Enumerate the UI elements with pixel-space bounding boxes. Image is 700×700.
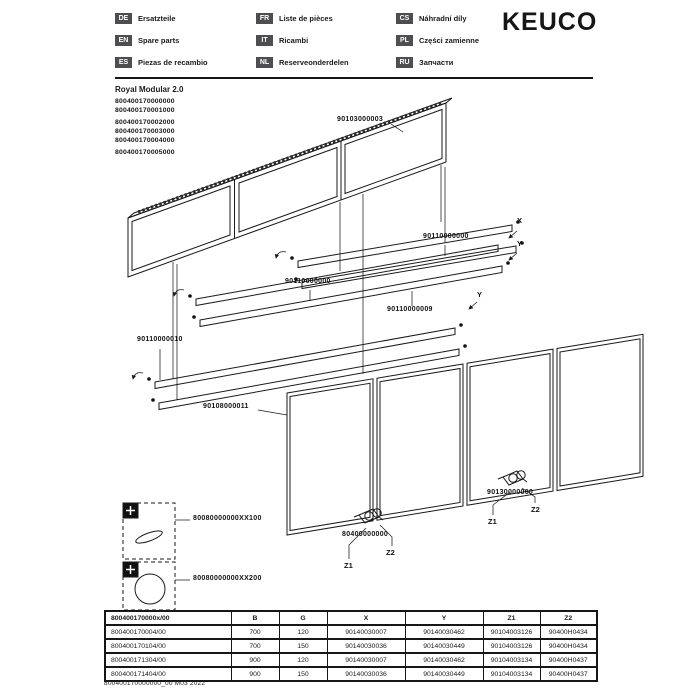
cell-x: 90140030036 xyxy=(327,667,405,681)
cell-b: 700 xyxy=(231,639,279,653)
cell-x: 90140030007 xyxy=(327,625,405,639)
col-header-g: G xyxy=(279,611,327,625)
lang-badge-cs: CS xyxy=(396,13,413,24)
cell-model: 800400170004/00 xyxy=(105,625,231,639)
cell-y: 90140030462 xyxy=(405,625,483,639)
callout-z1: Z1 xyxy=(488,517,497,526)
cell-b: 900 xyxy=(231,653,279,667)
callout-z1: Z1 xyxy=(344,561,353,570)
keuco-logo: KEUCO xyxy=(502,8,598,36)
col-header-z1: Z1 xyxy=(483,611,540,625)
callout-z2: Z2 xyxy=(531,505,540,514)
col-header-z2: Z2 xyxy=(540,611,597,625)
col-header-y: Y xyxy=(405,611,483,625)
lang-label-fr: Liste de pièces xyxy=(279,13,333,23)
part-label-mirror-door: 90108000011 xyxy=(203,403,249,410)
cell-x: 90140030036 xyxy=(327,639,405,653)
lang-label-de: Ersatzteile xyxy=(138,13,176,23)
part-label-profile-left: 90110000010 xyxy=(137,336,183,343)
parts-table xyxy=(104,610,598,682)
table-row xyxy=(105,625,597,639)
lang-badge-de: DE xyxy=(115,13,132,24)
cell-z1: 90104003134 xyxy=(483,653,540,667)
model-number: 800400170005000 xyxy=(115,149,175,156)
cell-b: 900 xyxy=(231,667,279,681)
lang-label-it: Ricambi xyxy=(279,35,309,45)
col-header-x: X xyxy=(327,611,405,625)
cell-g: 150 xyxy=(279,667,327,681)
cell-z2: 90400H0434 xyxy=(540,639,597,653)
table-header-row xyxy=(105,611,597,625)
cell-model: 800400170104/00 xyxy=(105,639,231,653)
cell-g: 150 xyxy=(279,639,327,653)
model-number: 800400170003000 xyxy=(115,128,175,135)
part-label-profile-mid: 90110000000 xyxy=(285,278,331,285)
cell-y: 90140030449 xyxy=(405,667,483,681)
cell-g: 120 xyxy=(279,625,327,639)
callout-y: Y xyxy=(477,290,483,299)
part-label-hinge-left: 80400000000 xyxy=(342,531,389,538)
model-number: 800400170002000 xyxy=(115,119,175,126)
model-number: 800400170000000 xyxy=(115,98,175,105)
cell-z1: 90104003126 xyxy=(483,639,540,653)
lang-label-nl: Reserveonderdelen xyxy=(279,57,349,67)
cell-y: 90140030462 xyxy=(405,653,483,667)
part-label-cabinet-body: 90103000003 xyxy=(337,116,384,123)
callout-x: X xyxy=(517,216,523,225)
lang-badge-nl: NL xyxy=(256,57,273,68)
cell-z2: 90400H0437 xyxy=(540,667,597,681)
cell-z2: 90400H0437 xyxy=(540,653,597,667)
callout-z2: Z2 xyxy=(386,548,395,557)
cell-z1: 90104003126 xyxy=(483,625,540,639)
lang-label-es: Piezas de recambio xyxy=(138,57,208,67)
cell-y: 90140030449 xyxy=(405,639,483,653)
lang-label-en: Spare parts xyxy=(138,35,180,45)
cell-model: 800400171304/00 xyxy=(105,653,231,667)
lang-badge-en: EN xyxy=(115,35,132,46)
document-id: 800400170000000_00 M03 2022 xyxy=(104,680,206,687)
col-header-model: 800400170000x/00 xyxy=(105,611,231,625)
accessory-label-1: 80080000000XX100 xyxy=(193,515,262,522)
model-number: 800400170001000 xyxy=(115,107,175,114)
product-title: Royal Modular 2.0 xyxy=(115,85,184,94)
table-row xyxy=(105,667,597,681)
lang-badge-ru: RU xyxy=(396,57,413,68)
lang-label-pl: Części zamienne xyxy=(419,35,480,45)
cell-b: 700 xyxy=(231,625,279,639)
lang-badge-fr: FR xyxy=(256,13,273,24)
table-row xyxy=(105,653,597,667)
lang-label-cs: Náhradní díly xyxy=(419,13,467,23)
callout-y: Y xyxy=(517,239,523,248)
table-row xyxy=(105,639,597,653)
col-header-b: B xyxy=(231,611,279,625)
cell-g: 120 xyxy=(279,653,327,667)
lang-label-ru: Запчасти xyxy=(419,57,454,67)
cell-z1: 90104003134 xyxy=(483,667,540,681)
part-label-hinge-right: 90130000000 xyxy=(487,489,534,496)
accessory-label-2: 80080000000XX200 xyxy=(193,575,262,582)
lang-badge-it: IT xyxy=(256,35,273,46)
cell-model: 800400171404/00 xyxy=(105,667,231,681)
part-label-profile-top: 90110000000 xyxy=(423,233,469,240)
cell-z2: 90400H0434 xyxy=(540,625,597,639)
model-number: 800400170004000 xyxy=(115,137,175,144)
part-label-profile-lower: 90110000009 xyxy=(387,306,433,313)
lang-badge-pl: PL xyxy=(396,35,413,46)
lang-badge-es: ES xyxy=(115,57,132,68)
cell-x: 90140030007 xyxy=(327,653,405,667)
